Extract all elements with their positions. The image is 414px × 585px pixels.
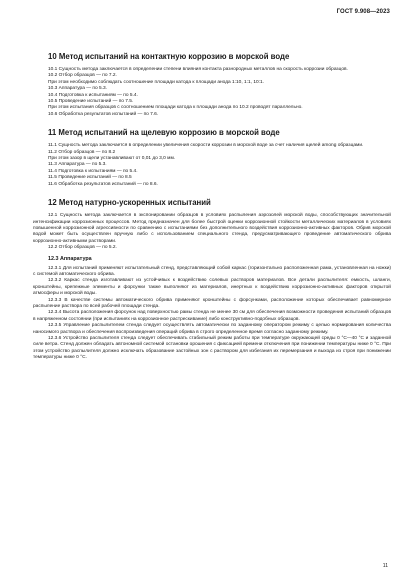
- paragraph: 10.5 Проведение испытаний — по 7.5.: [48, 99, 134, 105]
- paragraph: 12.2 Отбор образцов — по 5.2.: [48, 245, 117, 251]
- page-number: 11: [382, 563, 388, 569]
- paragraph: 11.4 Подготовка к испытаниям — по 5.4.: [48, 168, 138, 174]
- paragraph: При этом необходимо соблюдать соотношение площади катода к площади анода 1:10, 1:1, 10:1.: [48, 79, 265, 85]
- section-11-title: 11 Метод испытаний на щелевую коррозию в морской воде: [48, 128, 280, 138]
- subsection-12-3-title: 12.3 Аппаратура: [48, 255, 92, 262]
- paragraph: 12.3.3 В качестве системы автоматического обрива применяют кронштейны с форсунками, расположение которых обеспечивает равномерное распыление раствора по всей рабочей площади стенда.: [33, 297, 391, 309]
- paragraph: 11.3 Аппаратура — по 5.3.: [48, 162, 107, 168]
- paragraph: 12.3.2 Каркас стенда изготавливают из устойчивых к воздействию солевых растворов материалов. Все детали распылителя: емкость, шланги, кронштейны, крепежные элементы и форсунки также выполняют из материалов, инертных к воздействию коррозионно-активных факторов открытой атмосферы и морской воды.: [33, 278, 391, 297]
- section-10-title: 10 Метод испытаний на контактную коррозию в морской воде: [48, 52, 290, 61]
- standard-code: ГОСТ 9.908—2023: [336, 9, 390, 15]
- paragraph: 10.6 Обработка результатов испытаний — по 7.6.: [48, 111, 159, 117]
- paragraph: 11.6 Обработка результатов испытаний — по 8.6.: [48, 181, 158, 187]
- paragraph: 11.2 Отбор образцов — по 8.2: [48, 149, 116, 155]
- paragraph: 10.2 Отбор образцов — по 7.2.: [48, 73, 117, 79]
- paragraph: 12.3.6 Устройство распылителя стенда следует обеспечивать стабильный режим работы при температуре окружающей среды 0 °C—40 °C и заданной силе ветра. Стенд должен обладать автономной системой остановки орошения с фиксацией времени отключения при понижении температуры ниже 0 °C. При этом устройство распылителя должно исключать образование застойных зон с раствором для избегания их перемерзания и выхода из строя при понижении температуры ниже 0 °C.: [33, 336, 391, 361]
- paragraph: 10.4 Подготовка к испытаниям — по 5.4.: [48, 92, 138, 98]
- paragraph: 11.5 Проведение испытаний — по 8.5: [48, 175, 132, 181]
- section-12-title: 12 Метод натурно-ускоренных испытаний: [48, 198, 211, 208]
- paragraph: При этом испытания образцов с соотношением площади катода к площади анода по 10.2 проводят параллельно.: [48, 105, 303, 111]
- paragraph: 12.1 Сущность метода заключается в экспонировании образцов в условиях распыления аэрозолей морской воды, способствующих значительной интенсификации коррозионных процессов. Метод предназначен для более быстрой оценки коррозионной стойкости металлических материалов в условиях повышенной коррозионной агрессивности по сравнению с испытаниями без дополнительного воздействия коррозионно-активных факторов. Обрив морской водой может быть осуществлен вручную либо с использованием специального стенда, предусматривающего проведение автоматического обрива коррозионно-активными растворами.: [33, 213, 391, 244]
- paragraph: 12.3.4 Высота расположения форсунок над поверхностью рамы стенда не менее 30 см для обеспечения возможности проведения испытаний образцов в напряженном состоянии (при испытаниях на коррозионное растрескивание) либо конструктивно-подобных образцов.: [33, 310, 391, 322]
- paragraph: При этом зазор в щели устанавливают от 0,01 до 3,0 мм.: [48, 156, 176, 162]
- paragraph: 10.3 Аппаратура — по 5.3.: [48, 86, 107, 92]
- paragraph: 10.1 Сущность метода заключается в определении степени влияния контакта разнородных металлов на скорость коррозии образцов.: [48, 67, 348, 72]
- paragraph: 11.1 Сущность метода заключается в определении увеличения скорости коррозии в морской воде за счет наличия щелей among образцами.: [48, 143, 364, 149]
- paragraph: 12.3.5 Управление распылителем стенда следует осуществлять автоматически по заданному оператором режиму с целью нормирования количества наносимого раствора и обеспечения воспроизведения операций обрива в строго определенное время согласно заданному режиму.: [33, 323, 391, 335]
- paragraph: 12.3.1 Для испытаний применяют испытательный стенд, представляющий собой каркас (горизонтально расположенная рама, установленная на ножки) с системой автоматического обрива.: [33, 265, 391, 277]
- page-content: [33, 52, 391, 362]
